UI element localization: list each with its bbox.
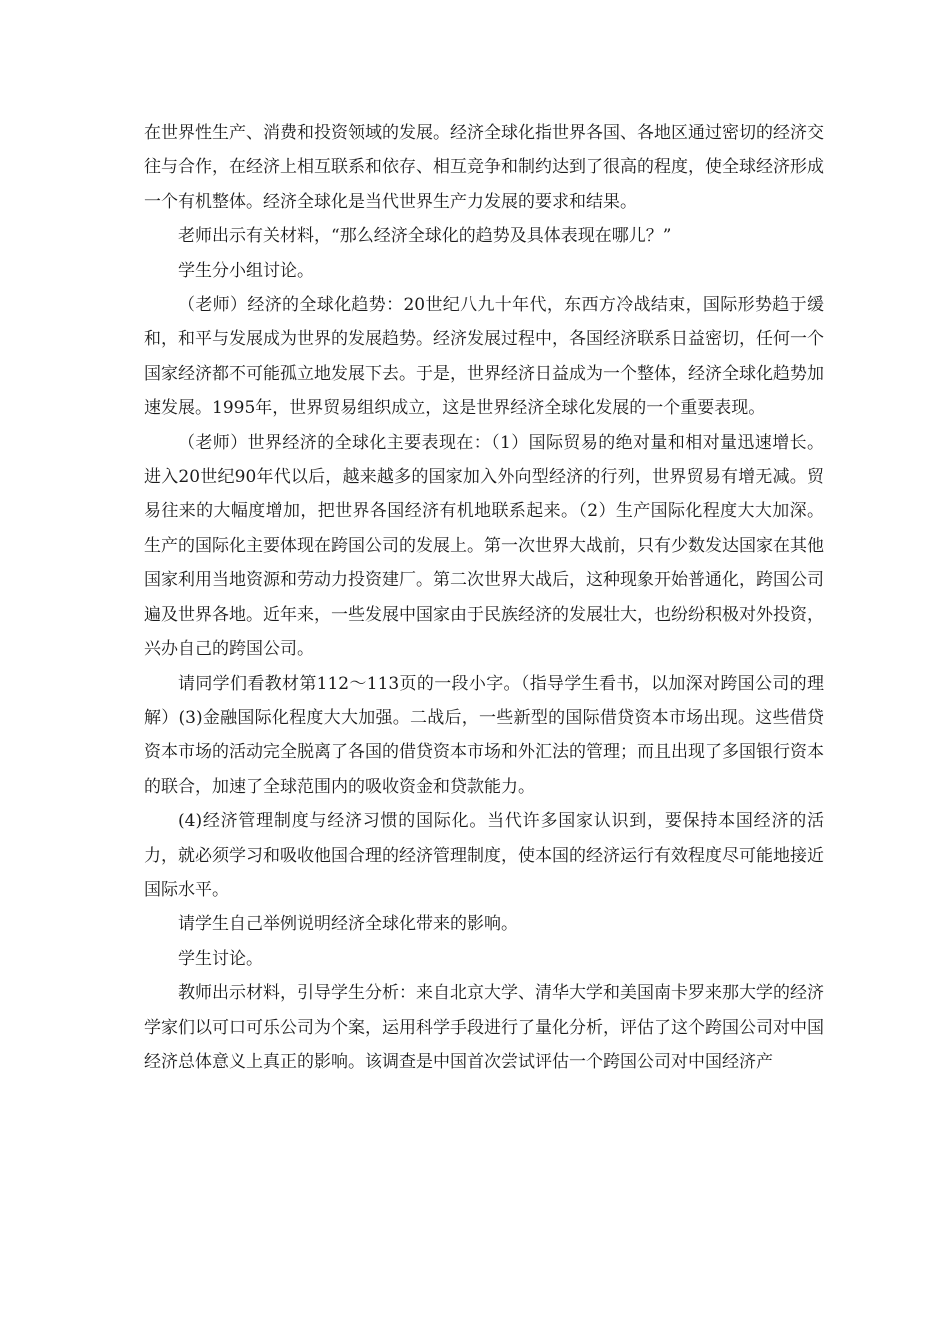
document-body (144, 116, 824, 1079)
paragraph-student-discussion: 学生讨论。 (178, 948, 263, 969)
paragraph-management-internationalization: (4)经济管理制度与经济习惯的国际化。当代许多国家认识到，要保持本国经济的活力，就必须学习和吸收他国合理的经济管理制度，使本国的经济运行有效程度尽可能地接近国际水平。 (144, 811, 824, 900)
paragraph-globalization-manifestations: （老师）世界经济的全球化主要表现在：（1）国际贸易的绝对量和相对量迅速增长。进入20世纪90年代以后，越来越多的国家加入外向型经济的行列，世界贸易有增无减。贸易往来的大幅度增加，把世界各国经济有机地联系起来。（2）生产国际化程度大大加深。生产的国际化主要体现在跨国公司的发展上。第一次世界大战前，只有少数发达国家在其他国家利用当地资源和劳动力投资建厂。第二次世界大战后，这种现象开始普通化，跨国公司遍及世界各地。近年来，一些发展中国家由于民族经济的发展壮大，也纷纷积极对外投资，兴办自己的跨国公司。 (144, 432, 824, 660)
paragraph-globalization-definition: 在世界性生产、消费和投资领域的发展。经济全球化指世界各国、各地区通过密切的经济交往与合作，在经济上相互联系和依存、相互竞争和制约达到了很高的程度，使全球经济形成一个有机整体。经济全球化是当代世界生产力发展的要求和结果。 (144, 123, 824, 212)
paragraph-student-examples: 请学生自己举例说明经济全球化带来的影响。 (178, 914, 518, 935)
paragraph-group-discussion: 学生分小组讨论。 (178, 260, 314, 281)
paragraph-textbook-reading: 请同学们看教材第112～113页的一段小字。（指导学生看书，以加深对跨国公司的理解）(3)金融国际化程度大大加强。二战后，一些新型的国际借贷资本市场出现。这些借贷资本市场的活动完全脱离了各国的借贷资本市场和外汇法的管理；而且出现了多国银行资本的联合，加速了全球范围内的吸收资金和贷款能力。 (144, 673, 824, 797)
paragraph-coca-cola-case: 教师出示材料，引导学生分析：来自北京大学、清华大学和美国南卡罗来那大学的经济学家们以可口可乐公司为个案，运用科学手段进行了量化分析，评估了这个跨国公司对中国经济总体意义上真正的影响。该调查是中国首次尝试评估一个跨国公司对中国经济产 (144, 983, 824, 1072)
paragraph-globalization-trend: （老师）经济的全球化趋势：20世纪八九十年代，东西方冷战结束，国际形势趋于缓和，和平与发展成为世界的发展趋势。经济发展过程中，各国经济联系日益密切，任何一个国家经济都不可能孤立地发展下去。于是，世界经济日益成为一个整体，经济全球化趋势加速发展。1995年，世界贸易组织成立，这是世界经济全球化发展的一个重要表现。 (144, 295, 824, 419)
paragraph-teacher-material-question: 老师出示有关材料，“那么经济全球化的趋势及具体表现在哪儿？” (178, 226, 672, 247)
